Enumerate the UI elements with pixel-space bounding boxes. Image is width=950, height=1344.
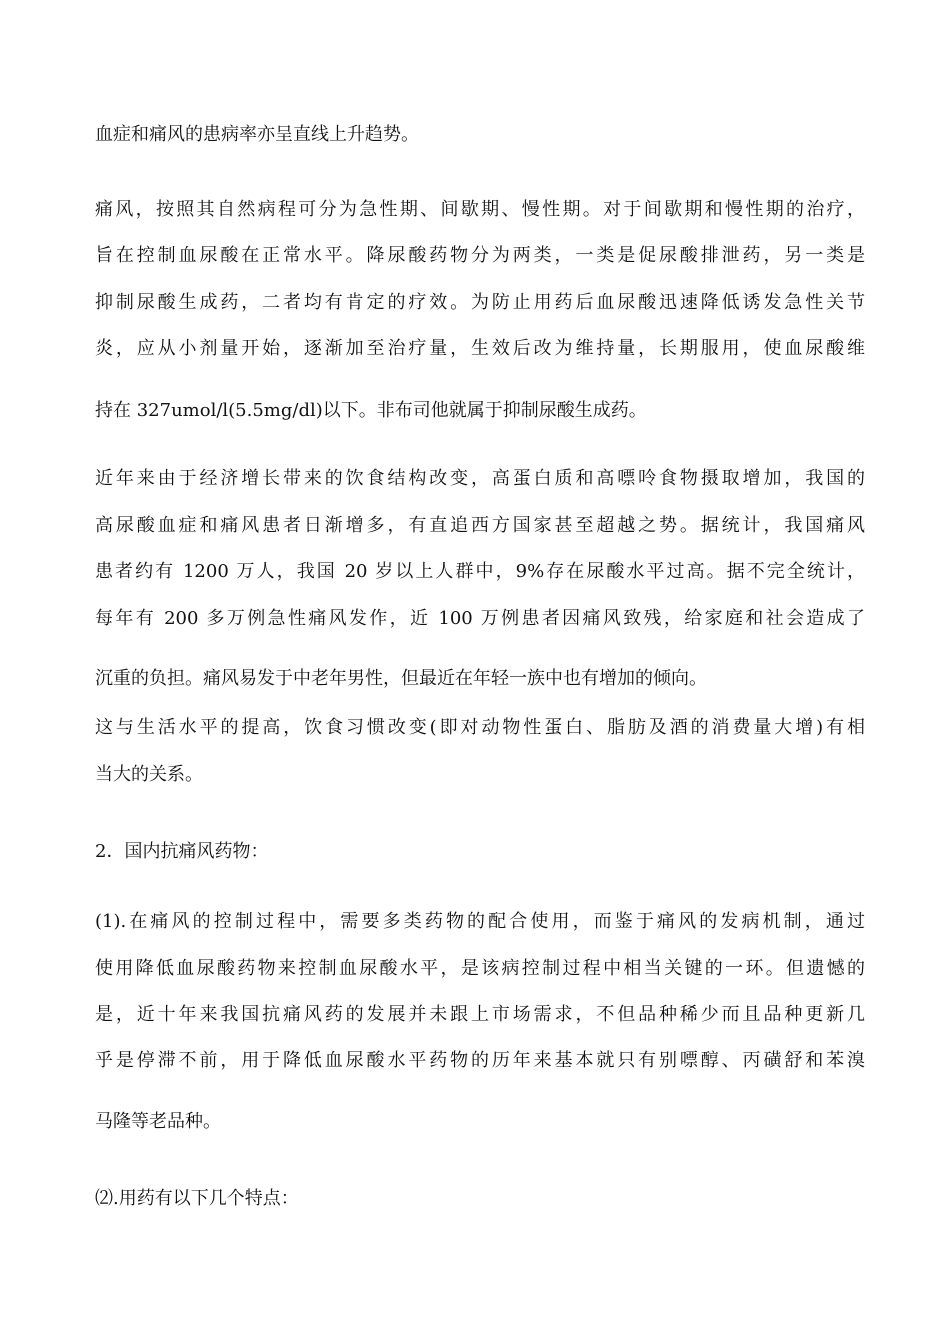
text-line: 患者约有 1200 万人，我国 20 岁以上人群中，9%存在尿酸水平过高。据不完全统计，: [95, 561, 865, 582]
text-line: 高尿酸血症和痛风患者日渐增多，有直追西方国家甚至超越之势。据统计，我国痛风: [95, 515, 865, 536]
text-line: 马隆等老品种。: [95, 1111, 221, 1132]
text-line: 痛风，按照其自然病程可分为急性期、间歇期、慢性期。对于间歇期和慢性期的治疗，: [95, 199, 865, 220]
text-line: 近年来由于经济增长带来的饮食结构改变，高蛋白质和高嘌呤食物摄取增加，我国的: [95, 468, 865, 489]
text-line: 当大的关系。: [95, 764, 203, 785]
text-line: 持在 327umol/l(5.5mg/dl)以下。非布司他就属于抑制尿酸生成药。: [95, 400, 647, 421]
subsection-heading: ⑵.用药有以下几个特点：: [95, 1188, 299, 1209]
text-line: 这与生活水平的提高，饮食习惯改变(即对动物性蛋白、脂肪及酒的消费量大增)有相: [95, 717, 865, 738]
section-heading: 2．国内抗痛风药物：: [95, 841, 269, 862]
text-line: 血症和痛风的患病率亦呈直线上升趋势。: [95, 124, 419, 145]
text-line: 炎，应从小剂量开始，逐渐加至治疗量，生效后改为维持量，长期服用，使血尿酸维: [95, 338, 865, 359]
text-line: 抑制尿酸生成药，二者均有肯定的疗效。为防止用药后血尿酸迅速降低诱发急性关节: [95, 292, 865, 313]
text-line: 是，近十年来我国抗痛风药的发展并未跟上市场需求，不但品种稀少而且品种更新几: [95, 1004, 865, 1025]
text-line: 乎是停滞不前，用于降低血尿酸水平药物的历年来基本就只有别嘌醇、丙磺舒和苯溴: [95, 1050, 865, 1071]
text-line: 沉重的负担。痛风易发于中老年男性，但最近在年轻一族中也有增加的倾向。: [95, 668, 707, 689]
text-line: (1).在痛风的控制过程中，需要多类药物的配合使用，而鉴于痛风的发病机制，通过: [95, 911, 865, 932]
text-line: 每年有 200 多万例急性痛风发作，近 100 万例患者因痛风致残，给家庭和社会造成了: [95, 608, 865, 629]
text-line: 使用降低血尿酸药物来控制血尿酸水平，是该病控制过程中相当关键的一环。但遗憾的: [95, 958, 865, 979]
text-line: 旨在控制血尿酸在正常水平。降尿酸药物分为两类，一类是促尿酸排泄药，另一类是: [95, 245, 865, 266]
